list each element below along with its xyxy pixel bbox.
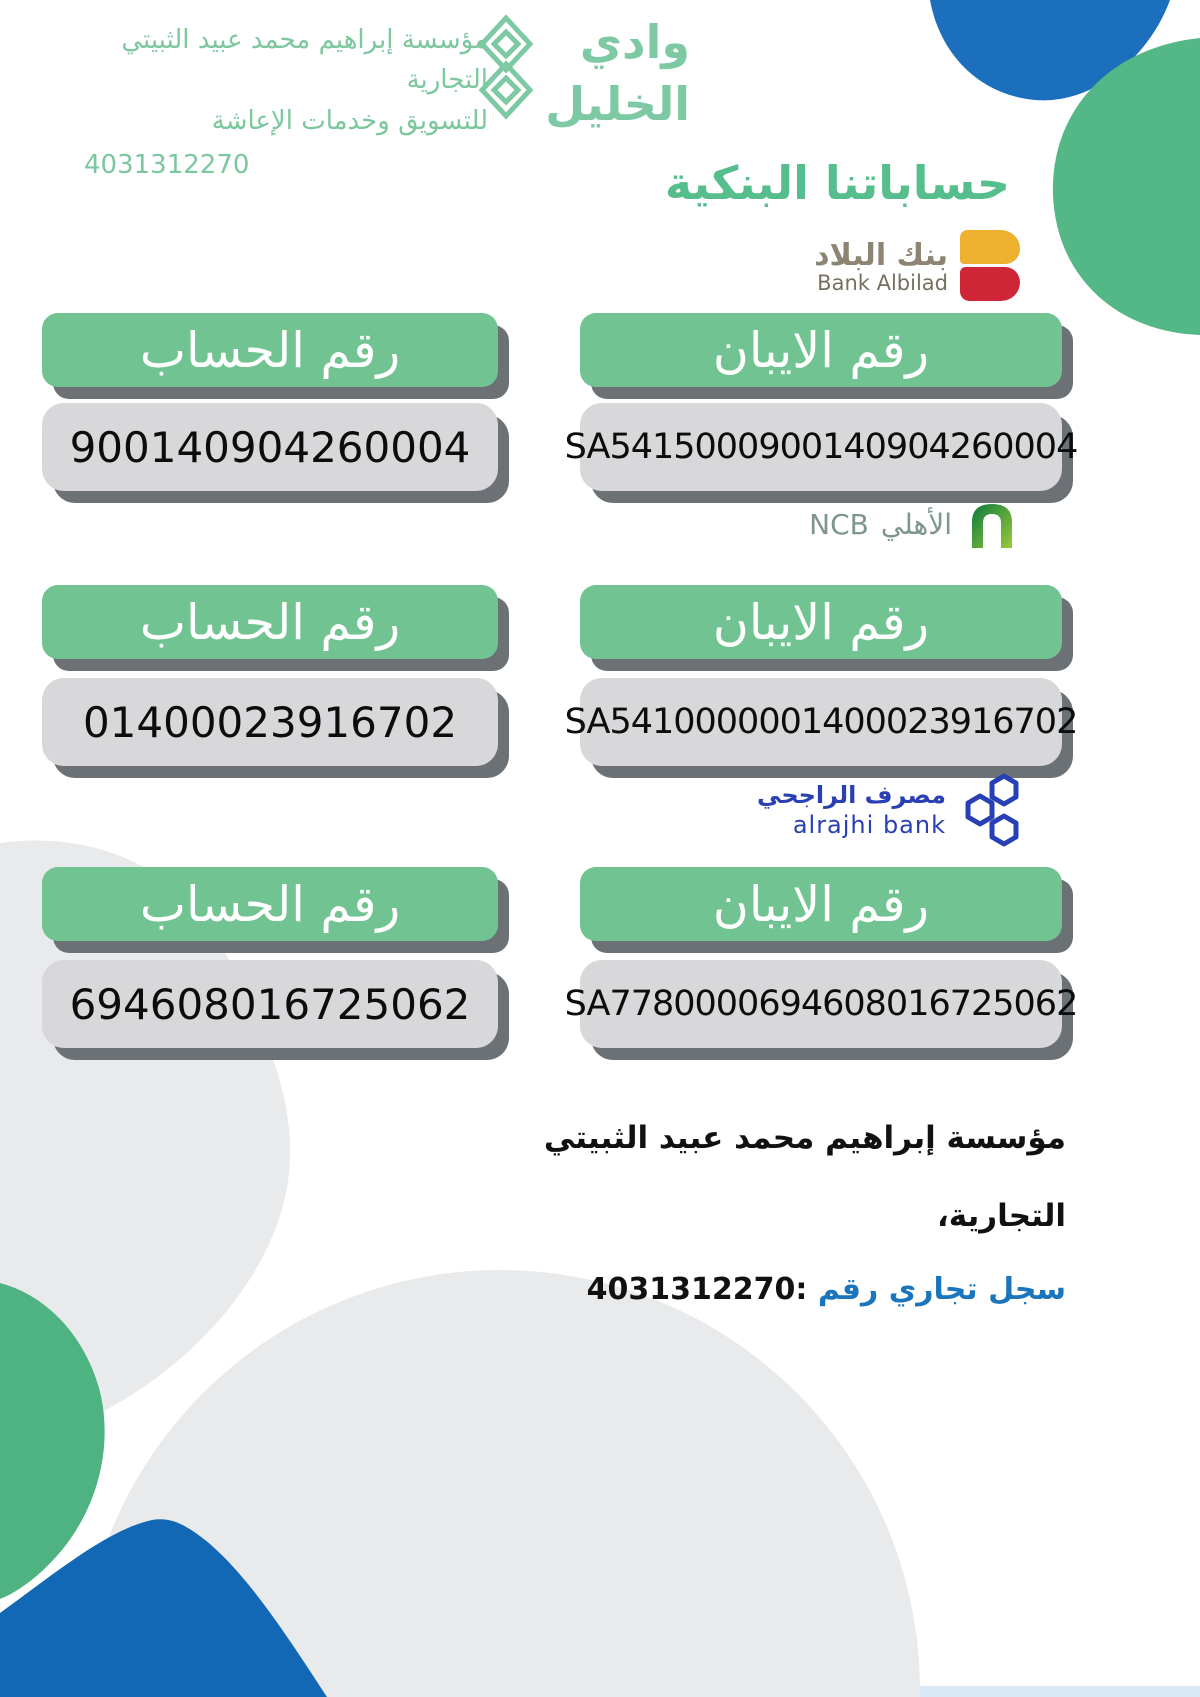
ncb-iban-number: SA5410000001400023916702 — [580, 678, 1062, 766]
company-header — [40, 20, 488, 185]
ncb-account-number: 01400023916702 — [42, 678, 498, 766]
footer — [416, 1120, 1066, 1307]
iban-number-label-alrajhi: رقم الايبان — [580, 867, 1062, 941]
bank-albilad-name-ar: بنك البلاد — [814, 238, 948, 274]
company-registration-number: 4031312270 — [84, 149, 250, 180]
bank-albilad-name — [814, 240, 948, 294]
albilad-iban-number: SA5415000900140904260004 — [580, 403, 1062, 491]
company-name-line2: للتسويق وخدمات الإعاشة — [211, 105, 488, 136]
alrajhi-name-en: alrajhi bank — [792, 811, 946, 839]
account-number-label-alrajhi: رقم الحساب — [42, 867, 498, 941]
ncb-arch-icon — [964, 496, 1020, 552]
svg-text:وادي: وادي — [579, 15, 690, 69]
company-name-line1: مؤسسة إبراهيم محمد عبيد الثبيتي التجارية — [121, 25, 488, 96]
alrajhi-name-ar: مصرف الراجحي — [757, 781, 946, 809]
ncb-bank-logo — [809, 496, 1020, 552]
ncb-name-ar: الأهلي — [880, 507, 952, 541]
wadi-alkhalil-logo-icon — [478, 6, 698, 144]
bank-albilad-name-en: Bank Albilad — [817, 270, 948, 295]
bank-albilad-logo — [814, 230, 1020, 304]
alrajhi-iban-number: SA7780000694608016725062 — [580, 960, 1062, 1048]
alrajhi-account-number: 694608016725062 — [42, 960, 498, 1048]
account-number-label-ncb: رقم الحساب — [42, 585, 498, 659]
alrajhi-hexagon-icon — [958, 768, 1028, 852]
bank-albilad-icon — [960, 230, 1020, 304]
iban-number-label-ncb: رقم الايبان — [580, 585, 1062, 659]
cr-label: سجل تجاري رقم — [817, 1272, 1066, 1307]
bank-albilad-red-flag-shape — [960, 267, 1020, 301]
page-title: حساباتنا البنكية — [664, 156, 1010, 210]
albilad-account-number: 900140904260004 — [42, 403, 498, 491]
wadi-alkhalil-logo — [478, 6, 698, 144]
footer-company-suffix: التجارية، — [937, 1198, 1066, 1234]
svg-text:الخليل: الخليل — [545, 77, 690, 131]
account-number-label-albilad: رقم الحساب — [42, 313, 498, 387]
ncb-name-en: NCB — [809, 507, 869, 541]
iban-number-label-albilad: رقم الايبان — [580, 313, 1062, 387]
commercial-registration-line — [416, 1272, 1066, 1307]
footer-company-name: مؤسسة إبراهيم محمد عبيد الثبيتي — [543, 1120, 1066, 1156]
alrajhi-name — [757, 780, 946, 840]
alrajhi-bank-logo — [757, 768, 1028, 852]
bank-albilad-yellow-flag-shape — [960, 230, 1020, 264]
cr-number: :4031312270 — [586, 1272, 818, 1307]
